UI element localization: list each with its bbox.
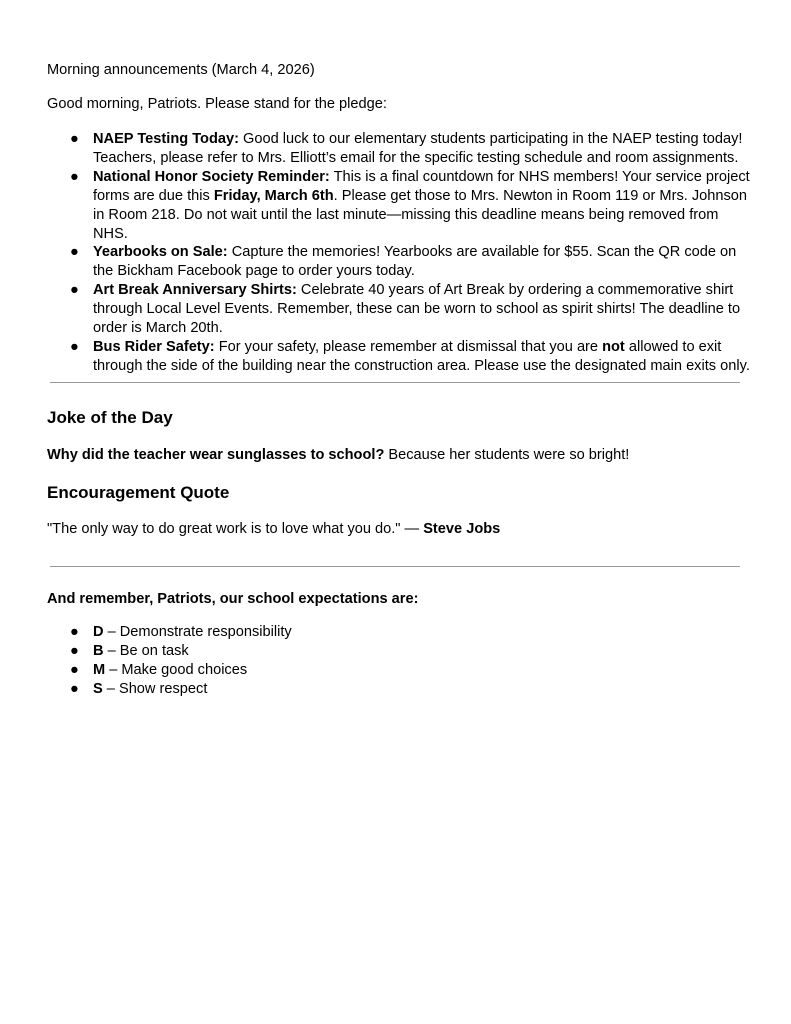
- item-text: This is a final countdown for NHS members! Your service project forms are due this: [93, 168, 750, 204]
- item-letter: D: [93, 624, 104, 640]
- item-label: Art Break Anniversary Shirts:: [93, 282, 297, 299]
- quote-author: Steve Jobs: [423, 521, 501, 537]
- list-item: [70, 281, 750, 338]
- item-text: allowed to exit through the side of the building near the construction area. Please use the designated main exits only.: [93, 338, 750, 374]
- quote-text: [47, 521, 500, 537]
- item-text: – Make good choices: [105, 661, 248, 678]
- joke-heading: Joke of the Day: [47, 408, 173, 427]
- quote-heading: Encouragement Quote: [47, 483, 230, 502]
- item-text: . Please get those to Mrs. Newton in Room 119 or Mrs. Johnson in Room 218. Do not wait until the last minute—missing this deadline means being removed from NHS.: [93, 187, 748, 242]
- quote-body: "The only way to do great work is to love what you do." —: [47, 521, 424, 537]
- item-letter: S: [93, 680, 103, 697]
- item-text: – Be on task: [103, 642, 189, 659]
- list-item: [70, 661, 750, 680]
- item-emphasis: Friday, March 6th: [213, 187, 334, 204]
- item-label: Yearbooks on Sale:: [93, 244, 228, 261]
- item-label: National Honor Society Reminder:: [93, 168, 330, 185]
- list-item: [70, 168, 750, 244]
- list-item: [70, 642, 750, 661]
- joke-answer: Because her students were so bright!: [384, 447, 630, 463]
- divider: [50, 566, 740, 567]
- announcement-list: [70, 130, 750, 376]
- item-text: For your safety, please remember at dismissal that you are: [214, 338, 603, 355]
- joke-question: Why did the teacher wear sunglasses to school?: [47, 447, 385, 463]
- expectations-list: [70, 623, 750, 699]
- list-item: [70, 338, 750, 376]
- bullet-icon: ●: [70, 642, 79, 659]
- item-text: Good luck to our elementary students participating in the NAEP testing today! Teachers, please refer to Mrs. Elliott’s email for the specific testing schedule and room assignments.: [93, 131, 743, 166]
- item-text: – Show respect: [102, 680, 208, 697]
- bullet-icon: ●: [70, 624, 79, 640]
- document-title: Morning announcements (March 4, 2026): [47, 62, 315, 78]
- item-emphasis: not: [602, 338, 625, 355]
- list-item: [70, 680, 750, 699]
- item-text: – Demonstrate responsibility: [103, 624, 292, 640]
- item-label: NAEP Testing Today:: [93, 131, 239, 147]
- list-item: [70, 243, 750, 281]
- bullet-icon: ●: [70, 131, 79, 147]
- item-text: Celebrate 40 years of Art Break by ordering a commemorative shirt through Local Level Events. Remember, these can be worn to school as spirit shirts! The deadline to order is March 20th.: [93, 282, 741, 337]
- expectations-intro: And remember, Patriots, our school expectations are:: [47, 591, 419, 607]
- bullet-icon: ●: [70, 680, 79, 697]
- joke-text: [47, 447, 629, 463]
- item-letter: B: [93, 642, 104, 659]
- item-text: Capture the memories! Yearbooks are available for $55. Scan the QR code on the Bickham Facebook page to order yours today.: [93, 244, 737, 280]
- bullet-icon: ●: [70, 338, 79, 355]
- bullet-icon: ●: [70, 244, 79, 261]
- divider: [50, 382, 740, 383]
- item-label: Bus Rider Safety:: [93, 338, 215, 355]
- item-letter: M: [93, 661, 106, 678]
- bullet-icon: ●: [70, 168, 79, 185]
- bullet-icon: ●: [70, 282, 79, 299]
- bullet-icon: ●: [70, 661, 79, 678]
- list-item: [70, 130, 750, 168]
- list-item: [70, 623, 750, 642]
- greeting: Good morning, Patriots. Please stand for the pledge:: [47, 96, 387, 112]
